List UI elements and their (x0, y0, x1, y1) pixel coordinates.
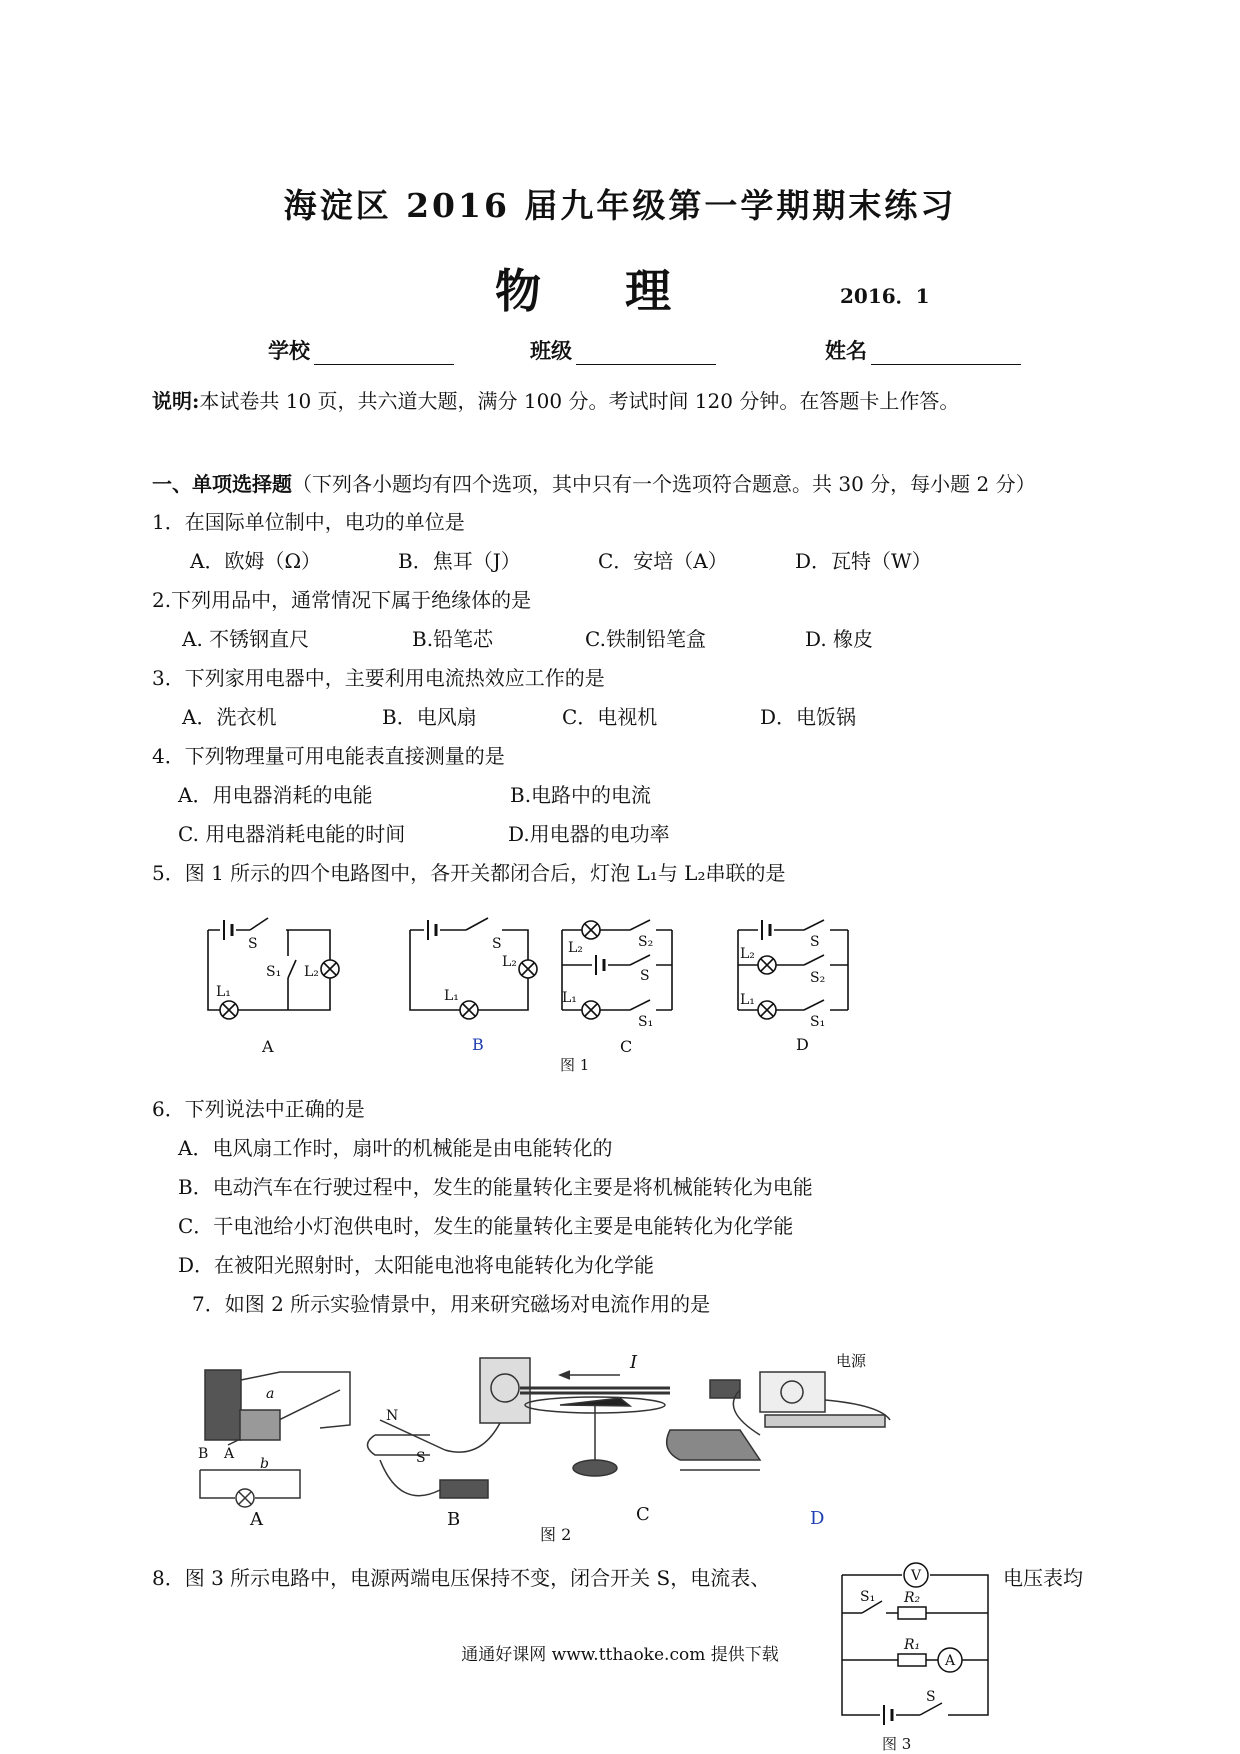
q1-option-d: D．瓦特（W） (795, 549, 932, 573)
d-l2-label: L₂ (740, 946, 755, 962)
fig1-label-b: B (472, 1035, 484, 1054)
c-s1-label: S₁ (638, 1014, 654, 1030)
question-5-stem: 5．图 1 所示的四个电路图中，各开关都闭合后，灯泡 L₁与 L₂串联的是 (152, 861, 786, 885)
q4-option-d: D.用电器的电功率 (508, 822, 670, 846)
question-1-stem: 1．在国际单位制中，电功的单位是 (152, 510, 465, 534)
experiment-b (368, 1358, 531, 1498)
section-desc: （下列各小题均有四个选项，其中只有一个选项符合题意。共 30 分，每小题 2 分） (292, 472, 1036, 496)
q4-option-a: A．用电器消耗的电能 (178, 783, 373, 807)
q2-option-c: C.铁制铅笔盒 (585, 627, 706, 651)
q4-option-c: C. 用电器消耗电能的时间 (178, 822, 406, 846)
fig2-label-d: D (810, 1508, 825, 1529)
b-l2-label: L₂ (502, 954, 517, 970)
exam-title: 海淀区 2016 届九年级第一学期期末练习 (283, 186, 957, 225)
school-blank (314, 344, 454, 365)
q6-option-d: D．在被阳光照射时，太阳能电池将电能转化为化学能 (178, 1253, 655, 1277)
exp-a-a-label: a (266, 1386, 275, 1402)
exp-c-current-label: I (630, 1352, 638, 1373)
a-l1-label: L₁ (216, 984, 231, 1000)
fig3-caption: 图 3 (882, 1735, 912, 1753)
q6-option-a: A．电风扇工作时，扇叶的机械能是由电能转化的 (178, 1136, 613, 1160)
q3-option-a: A．洗衣机 (182, 705, 277, 729)
exp-d-power-label: 电源 (836, 1352, 867, 1370)
name-field (825, 335, 1021, 365)
fig2-caption: 图 2 (540, 1525, 572, 1544)
fig1-label-c: C (620, 1037, 633, 1056)
q1-option-a: A．欧姆（Ω） (190, 549, 322, 573)
question-6-stem: 6．下列说法中正确的是 (152, 1097, 365, 1121)
q1-option-c: C．安培（A） (598, 549, 728, 573)
instructions-text: 本试卷共 10 页，共六道大题，满分 100 分。考试时间 120 分钟。在答题卡上作答。 (199, 389, 960, 413)
q2-option-b: B.铅笔芯 (412, 627, 494, 651)
fig1-label-a: A (262, 1037, 274, 1056)
q3-option-d: D．电饭锅 (760, 705, 857, 729)
fig2-label-c: C (636, 1504, 650, 1525)
d-s-label: S (810, 934, 820, 950)
name-blank (871, 344, 1021, 365)
question-8-stem: 8．图 3 所示电路中，电源两端电压保持不变，闭合开关 S，电流表、 (152, 1566, 771, 1590)
circuit-c (562, 920, 672, 1019)
a-s-label: S (248, 936, 258, 952)
question-8-stem-tail: 电压表均 (1003, 1566, 1083, 1590)
class-blank (576, 344, 716, 365)
fig2-label-b: B (447, 1509, 461, 1530)
d-l1-label: L₁ (740, 992, 755, 1008)
c-s-label: S (640, 968, 650, 984)
fig3-r1-label: R₁ (904, 1637, 921, 1653)
exp-a-B-label: B (198, 1446, 209, 1462)
q3-option-b: B．电风扇 (382, 705, 477, 729)
b-l1-label: L₁ (444, 988, 459, 1004)
q6-option-c: C．干电池给小灯泡供电时，发生的能量转化主要是电能转化为化学能 (178, 1214, 794, 1238)
fig2-label-a: A (250, 1509, 263, 1530)
experiment-c (520, 1371, 670, 1476)
exp-a-b-label: b (260, 1456, 269, 1472)
fig3-s-label: S (926, 1689, 936, 1705)
name-label: 姓名 (825, 338, 867, 363)
fig1-caption: 图 1 (560, 1056, 590, 1074)
question-4-stem: 4．下列物理量可用电能表直接测量的是 (152, 744, 505, 768)
exp-b-s-label: S (416, 1450, 426, 1466)
school-label: 学校 (268, 338, 310, 363)
b-s-label: S (492, 936, 502, 952)
fig3-v-label: V (911, 1568, 922, 1584)
section-heading (152, 468, 1036, 497)
question-2-stem: 2.下列用品中，通常情况下属于绝缘体的是 (152, 588, 532, 612)
question-3-stem: 3．下列家用电器中，主要利用电流热效应工作的是 (152, 666, 605, 690)
instructions-label: 说明: (152, 389, 200, 413)
figure-2-experiments (200, 1350, 920, 1550)
fig1-label-d: D (796, 1035, 809, 1054)
d-s2-label: S₂ (810, 970, 826, 986)
exp-a-A-label: A (224, 1446, 235, 1462)
q3-option-c: C．电视机 (562, 705, 658, 729)
exp-b-n-label: N (386, 1408, 399, 1424)
exam-date: 2016．1 (840, 284, 930, 308)
circuit-b (410, 918, 537, 1019)
fig3-s1-label: S₁ (860, 1589, 876, 1605)
c-s2-label: S₂ (638, 934, 654, 950)
instructions (152, 385, 959, 414)
school-field (268, 335, 454, 365)
q4-option-b: B.电路中的电流 (510, 783, 652, 807)
class-field (530, 335, 716, 365)
question-7-stem: 7．如图 2 所示实验情景中，用来研究磁场对电流作用的是 (192, 1292, 711, 1316)
a-l2-label: L₂ (304, 964, 319, 980)
class-label: 班级 (530, 338, 572, 363)
q2-option-d: D. 橡皮 (805, 627, 874, 651)
fig3-r2-label: R₂ (904, 1590, 921, 1606)
d-s1-label: S₁ (810, 1014, 826, 1030)
fig3-a-label: A (945, 1653, 956, 1669)
c-l1-label: L₁ (562, 990, 577, 1006)
section-title: 一、单项选择题 (152, 472, 292, 496)
q1-option-b: B．焦耳（J） (398, 549, 521, 573)
experiment-a (200, 1370, 350, 1507)
experiment-d (667, 1372, 890, 1470)
q6-option-b: B．电动汽车在行驶过程中，发生的能量转化主要是将机械能转化为电能 (178, 1175, 813, 1199)
q2-option-a: A. 不锈钢直尺 (182, 627, 310, 651)
a-s1-label: S₁ (266, 964, 282, 980)
figure-1-circuits (190, 900, 960, 1080)
c-l2-label: L₂ (568, 940, 583, 956)
footer-source: 通通好课网 www.tthaoke.com 提供下载 (461, 1645, 779, 1665)
subject-title: 物 理 (495, 264, 706, 318)
